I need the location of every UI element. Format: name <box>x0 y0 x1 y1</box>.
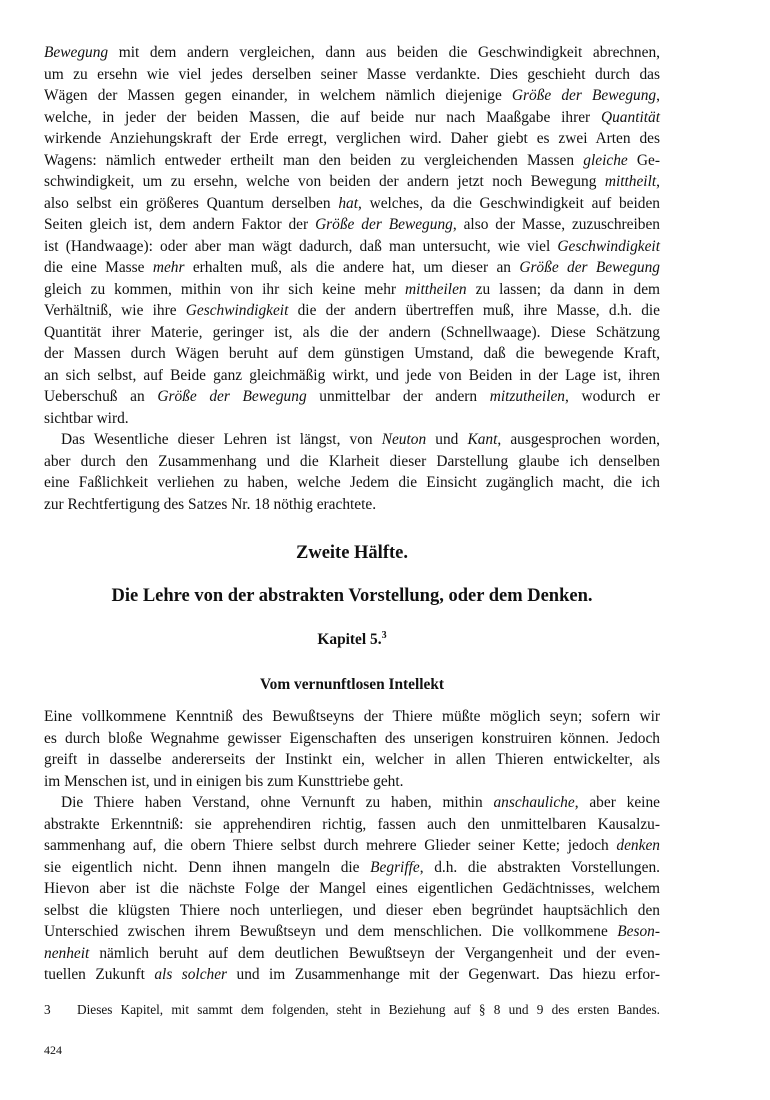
text-line <box>44 814 660 836</box>
emphasis: anschauliche <box>493 794 575 811</box>
emphasis: mehr <box>152 259 185 276</box>
text-run: sammenhang auf, die obern Thiere selbst durch mehrere Glieder seiner Kette; jedoch <box>44 837 617 854</box>
emphasis: Größe der Bewegung <box>511 87 657 104</box>
text-line <box>44 857 660 879</box>
text-run: Verhältniß, wie ihre <box>44 302 186 319</box>
text-run: , d.h. die abstrakten Vorstellungen. <box>419 858 660 876</box>
text-line <box>44 835 660 857</box>
emphasis: Größe der Bewegung <box>519 259 660 276</box>
text-line <box>44 386 660 408</box>
text-run: gleich zu kommen, mithin von ihr sich keine mehr <box>44 280 406 298</box>
text-run: aber durch den Zusammenhang und die Klarheit dieser Darstellung glaube ich denselben <box>44 452 660 470</box>
text-line <box>44 792 660 814</box>
chapter-title: Kapitel 5. <box>317 631 382 648</box>
text-run: zur Rechtfertigung des Satzes Nr. 18 nöthig erachtete. <box>44 495 377 513</box>
text-line <box>44 300 660 322</box>
text-line <box>44 42 660 64</box>
text-run: ist (Handwaage): oder aber man wägt dadurch, daß man untersucht, wie viel <box>44 237 558 255</box>
text-line <box>44 749 660 771</box>
footnote-text: Dieses Kapitel, mit sammt dem folgenden, steht in Beziehung auf § 8 und 9 des ersten Bandes. <box>77 1002 660 1017</box>
footnote <box>44 1001 660 1019</box>
text-line <box>44 943 660 965</box>
text-line <box>44 728 660 750</box>
emphasis: Kant <box>467 431 498 448</box>
text-line <box>44 85 660 107</box>
chapter-body <box>44 706 660 986</box>
text-run: die eine Masse <box>44 259 153 276</box>
paragraph-newton-kant <box>44 429 660 515</box>
text-run: wirkende Anziehungskraft der Erde erregt, verglichen wird. Daher giebt es zwei Arten des <box>44 130 660 147</box>
emphasis: Größe der Bewegung <box>157 388 307 405</box>
text-line <box>44 878 660 900</box>
text-line <box>44 150 660 172</box>
text-run: , wodurch er <box>565 388 660 405</box>
text-line <box>44 171 660 193</box>
text-line <box>44 257 660 279</box>
text-line <box>44 236 660 258</box>
text-line <box>44 451 660 473</box>
emphasis: denken <box>616 837 660 854</box>
text-run: Ge- <box>627 151 660 169</box>
text-run: nämlich beruht auf dem deutlichen Bewußtseyn der Vergangenheit und der even- <box>89 944 660 962</box>
text-run: welche, in jeder der beiden Massen, die auf beide nur nach Maaßgabe ihrer <box>44 108 601 126</box>
text-run: also selbst ein größeres Quantum derselben <box>44 194 339 212</box>
page-number: 424 <box>44 1043 62 1057</box>
text-run: Wägen der Massen gegen einander, in welchem nämlich diejenige <box>44 87 512 104</box>
text-run: Wagens: nämlich entweder ertheilt man den beiden zu vergleichenden Massen <box>44 151 584 169</box>
emphasis: nenheit <box>44 944 90 962</box>
text-line <box>44 107 660 129</box>
text-run: , welches, da die Geschwindigkeit auf beiden <box>358 194 660 212</box>
text-line <box>44 472 660 494</box>
emphasis: gleiche <box>583 151 628 169</box>
section-heading: Vom vernunftlosen Intellekt <box>259 676 445 693</box>
text-run: , also der Masse, zuzuschreiben <box>452 216 660 233</box>
text-run: Quantität ihrer Materie, geringer ist, als die der andern (Schnellwaage). Diese Schätzung <box>44 323 660 341</box>
paragraph-weighing <box>44 42 660 429</box>
text-run: eine Faßlichkeit verliehen zu haben, welche Jedem die Einsicht zugänglich macht, die ich <box>44 474 660 491</box>
text-line <box>44 964 660 986</box>
text-run: Seiten gleich ist, dem andern Faktor der <box>44 216 316 233</box>
text-line <box>44 706 660 728</box>
emphasis: als solcher <box>154 966 228 983</box>
text-run: schwindigkeit, um zu ersehn, welche von beiden der andern jetzt noch Bewegung <box>44 173 605 190</box>
text-run: Unterschied zwischen ihrem Bewußtseyn und dem menschlichen. Die vollkommene <box>44 923 618 940</box>
text-run: , aber keine <box>574 794 660 811</box>
text-run: es durch bloße Wegnahme gewisser Eigenschaften des unserigen konstruiren können. Jedoch <box>44 729 660 747</box>
text-run: der Massen durch Wägen beruht auf dem günstigen Umstand, daß die bewegende Kraft, <box>44 345 660 362</box>
text-run: im Menschen ist, und in einigen bis zum Kunsttriebe geht. <box>44 772 404 790</box>
emphasis: Größe der Bewegung <box>315 216 453 233</box>
part-heading: Zweite Hälfte. <box>296 543 408 563</box>
text-run: mit dem andern vergleichen, dann aus beiden die Geschwindigkeit abrechnen, <box>108 44 660 61</box>
text-run: sie eigentlich nicht. Denn ihnen mangeln die <box>44 858 371 876</box>
emphasis: Geschwindigkeit <box>557 237 660 255</box>
text-line <box>44 365 660 387</box>
text-run: abstrakte Erkenntniß: sie apprehendiren richtig, fassen auch den unmittelbaren Kausalzu- <box>44 815 660 833</box>
text-run: um zu ersehn wie viel jedes derselben seiner Masse verdankte. Dies geschieht durch das <box>44 65 660 83</box>
footnote-number: 3 <box>44 1002 51 1017</box>
emphasis: mittheilt <box>604 173 657 190</box>
emphasis: mitzutheilen <box>489 388 565 405</box>
text-run: und im Zusammenhange mit der Gegenwart. Das hiezu erfor- <box>227 966 660 983</box>
text-run: und <box>426 431 468 448</box>
paragraph-continuation <box>44 42 660 515</box>
paragraph-animal-consciousness <box>44 706 660 792</box>
text-run: Das Wesentliche dieser Lehren ist längst, von <box>61 431 382 448</box>
text-line <box>44 193 660 215</box>
footnote-marker: 3 <box>381 630 387 641</box>
emphasis: Bewegung <box>44 44 109 61</box>
text-run: selbst die klügsten Thiere noch unterliegen, und dieser eben begründet hauptsächlich den <box>44 901 660 919</box>
chapter-heading <box>44 631 660 649</box>
text-run: zu lassen; da dann in dem <box>466 280 660 298</box>
text-line <box>44 64 660 86</box>
text-run: tuellen Zukunft <box>44 966 155 983</box>
text-line <box>44 771 660 793</box>
text-line <box>44 900 660 922</box>
text-run: die der andern übertreffen muß, ihre Masse, d.h. die <box>288 302 660 319</box>
text-run: Hievon aber ist die nächste Folge der Mangel eines eigentlichen Gedächtnisses, welchem <box>44 880 660 897</box>
text-run: , ausgesprochen worden, <box>497 431 661 448</box>
text-run: greift in dasselbe andererseits der Instinkt ein, welcher in allen Thieren entwickelter, als <box>44 751 660 768</box>
text-line <box>44 429 660 451</box>
emphasis: mittheilen <box>405 280 467 298</box>
text-line <box>44 128 660 150</box>
text-run: Eine vollkommene Kenntniß des Bewußtseyns der Thiere müßte möglich seyn; sofern wir <box>44 708 660 725</box>
text-run: erhalten muß, als die andere hat, um dieser an <box>184 259 520 276</box>
text-line <box>44 343 660 365</box>
emphasis: Neuton <box>381 431 427 448</box>
text-line <box>44 322 660 344</box>
text-run: unmittelbar der andern <box>306 388 490 405</box>
text-run: Die Thiere haben Verstand, ohne Vernunft zu haben, mithin <box>61 794 494 811</box>
text-line <box>44 279 660 301</box>
text-line <box>44 214 660 236</box>
emphasis: hat <box>338 194 358 212</box>
text-run: , <box>656 87 660 104</box>
emphasis: Begriffe <box>370 858 420 876</box>
emphasis: Geschwindigkeit <box>185 302 289 319</box>
part-subtitle: Die Lehre von der abstrakten Vorstellung, oder dem Denken. <box>111 586 593 606</box>
text-line <box>44 494 660 516</box>
text-run: an sich selbst, auf Beide ganz gleichmäßig wirkt, und jede von Beiden in der Lage ist, ihren <box>44 366 660 384</box>
paragraph-animal-understanding <box>44 792 660 986</box>
text-run: sichtbar wird. <box>44 409 129 427</box>
text-run: , <box>656 173 660 190</box>
emphasis: Beson- <box>617 923 660 940</box>
text-run: Ueberschuß an <box>44 388 158 405</box>
text-line <box>44 921 660 943</box>
text-line <box>44 408 660 430</box>
emphasis: Quantität <box>601 108 660 126</box>
